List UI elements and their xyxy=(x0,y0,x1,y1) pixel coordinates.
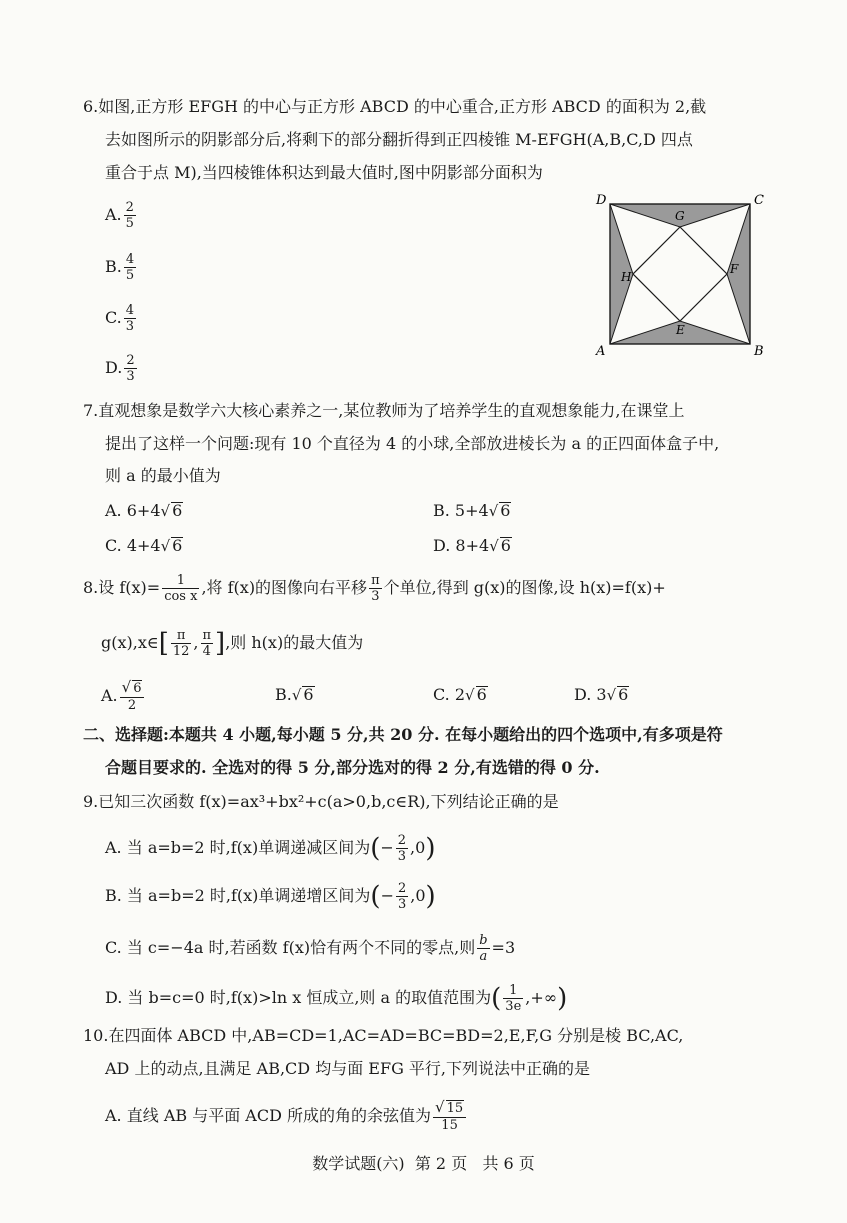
q10-line2: AD 上的动点,且满足 AB,CD 均与面 EFG 平行,下列说法中正确的是 xyxy=(105,1059,591,1078)
q8-line2: g(x),x∈[ $\frac{\pi}{12}$ , $\frac{\pi}{4}$ ],则 h(x)的最大值为 xyxy=(101,628,364,659)
label-b: B xyxy=(754,344,764,359)
label-d: D xyxy=(596,193,607,208)
q7-option-c: C. 4+4√ 6 xyxy=(105,536,183,555)
q8-option-c: C. 2√ 6 xyxy=(433,685,487,704)
q8-option-d: D. 3√ 6 xyxy=(574,685,629,704)
label-g: G xyxy=(675,209,685,223)
label-c: C xyxy=(754,193,764,208)
q9-option-d: D. 当 b=c=0 时,f(x)>ln x 恒成立,则 a 的取值范围为( $\frac{1}{3e}$ ,+∞) xyxy=(105,983,568,1014)
q6-square-figure xyxy=(590,190,780,360)
q8-line1: 8.设 f(x)= $\frac{1}{\text{cos x}}$ ,将 f(x)的图像向右平移 $\frac{\pi}{3}$ 个单位,得到 g(x)的图像,设 h(x)=f(x)+ xyxy=(83,573,666,604)
q9-option-a: A. 当 a=b=2 时,f(x)单调递减区间为(− $\frac{2}{3}$ ,0) xyxy=(105,833,436,864)
q6-option-c: C. $\frac{4}{3}$ xyxy=(105,303,135,334)
q9-option-b: B. 当 a=b=2 时,f(x)单调递增区间为(− $\frac{2}{3}$ ,0) xyxy=(105,881,436,912)
q10-option-a: A. 直线 AB 与平面 ACD 所成的角的余弦值为 $\frac{√ 15}{15}$ xyxy=(105,1100,468,1133)
q9-stem: 9.已知三次函数 f(x)=ax³+bx²+c(a>0,b,c∈R),下列结论正确的是 xyxy=(83,792,559,811)
q6-line2: 去如图所示的阴影部分后,将剩下的部分翻折得到正四棱锥 M-EFGH(A,B,C,D 四点 xyxy=(105,130,693,149)
page-footer: 数学试题(六) 第 2 页 共 6 页 xyxy=(312,1154,535,1173)
label-a: A xyxy=(596,344,606,359)
label-h: H xyxy=(621,270,632,284)
section2-line2: 合题目要求的. 全选对的得 5 分,部分选对的得 2 分,有选错的得 0 分. xyxy=(105,758,600,777)
label-e: E xyxy=(676,323,685,337)
q7-line2: 提出了这样一个问题:现有 10 个直径为 4 的小球,全部放进棱长为 a 的正四面体盒子中, xyxy=(105,434,720,453)
square-efgh xyxy=(633,227,727,321)
label-f: F xyxy=(730,262,739,276)
q9-option-c: C. 当 c=−4a 时,若函数 f(x)恰有两个不同的零点,则 $\frac{b}{a}$ =3 xyxy=(105,933,516,964)
q8-option-b: B.√ 6 xyxy=(275,685,314,704)
q7-option-a: A. 6+4√ 6 xyxy=(105,501,183,520)
q6-line3: 重合于点 M),当四棱锥体积达到最大值时,图中阴影部分面积为 xyxy=(105,163,543,182)
q7-line3: 则 a 的最小值为 xyxy=(105,466,221,485)
q7-option-d: D. 8+4√ 6 xyxy=(433,536,511,555)
section2-line1: 二、选择题:本题共 4 小题,每小题 5 分,共 20 分. 在每小题给出的四个选项中,有多项是符 xyxy=(83,725,723,744)
q6-option-d: D. $\frac{2}{3}$ xyxy=(105,353,135,384)
q8-option-a: A. $\frac{√ 6}{2}$ xyxy=(101,680,146,713)
q6-line1: 6.如图,正方形 EFGH 的中心与正方形 ABCD 的中心重合,正方形 ABCD 的面积为 2,截 xyxy=(83,97,707,116)
q6-option-b: B. $\frac{4}{5}$ xyxy=(105,252,135,283)
q10-line1: 10.在四面体 ABCD 中,AB=CD=1,AC=AD=BC=BD=2,E,F,G 分别是棱 BC,AC, xyxy=(83,1026,684,1045)
q7-line1: 7.直观想象是数学六大核心素养之一,某位教师为了培养学生的直观想象能力,在课堂上 xyxy=(83,401,685,420)
q6-option-a: A. $\frac{2}{5}$ xyxy=(105,200,134,231)
q7-option-b: B. 5+4√ 6 xyxy=(433,501,511,520)
